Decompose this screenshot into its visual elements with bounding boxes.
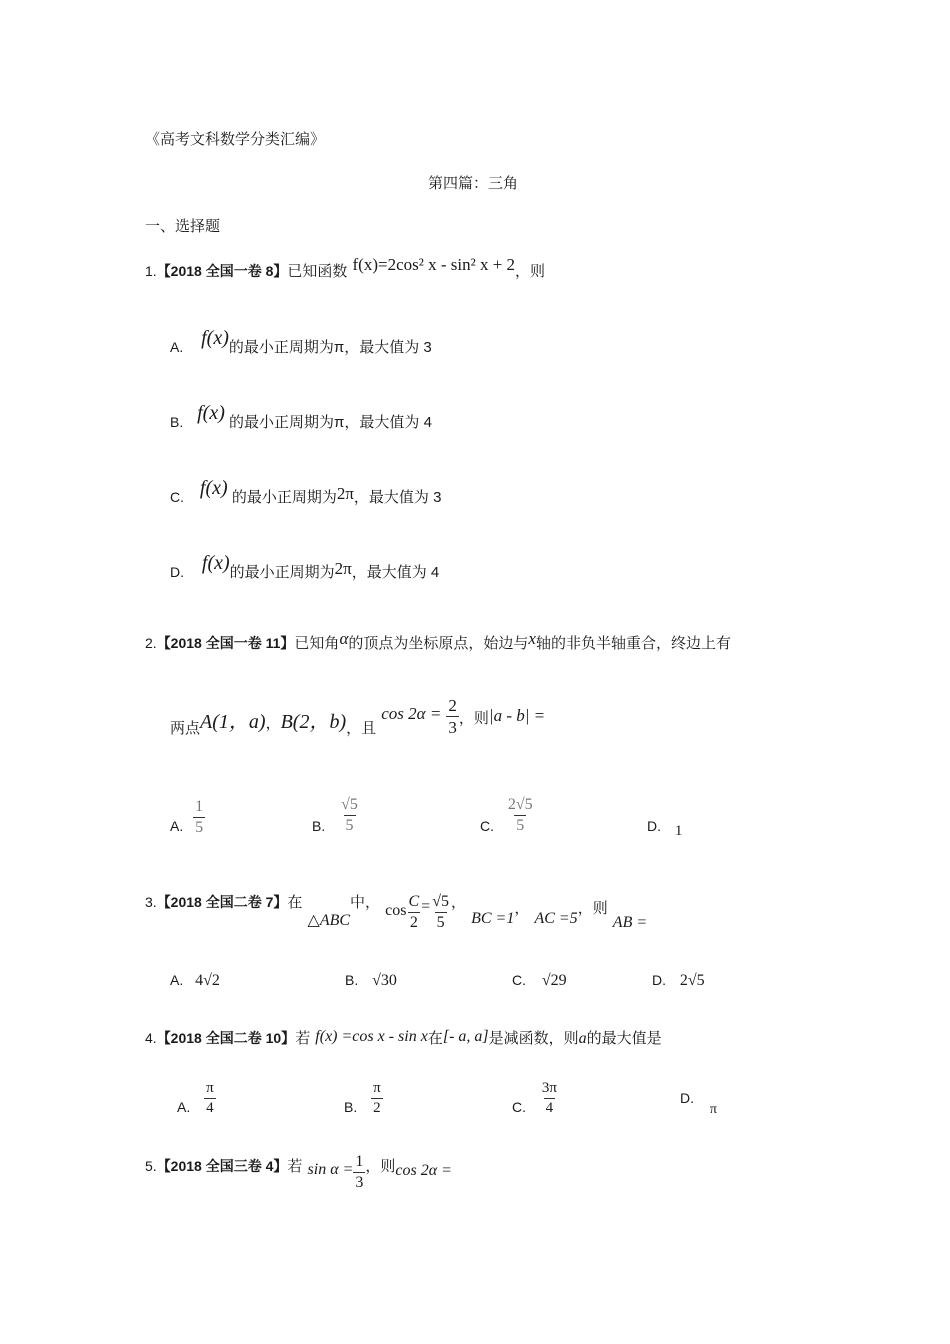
q5-source-tag: 【2018 全国三卷 4】	[156, 1158, 288, 1174]
q2-option-b[interactable]	[312, 795, 360, 836]
q3-option-d-value: 2√5	[679, 972, 705, 989]
q3-cos: cos	[385, 902, 407, 919]
q2-line2-b: ，且	[346, 719, 377, 737]
q4-a: a	[578, 1030, 587, 1047]
q2-fraction	[446, 695, 459, 738]
q4-option-c-num: 3π	[541, 1080, 557, 1096]
q2-option-b-den: 5	[345, 817, 354, 834]
q4-option-c-label: C.	[512, 1099, 526, 1116]
q3-text1: 在	[287, 893, 303, 911]
q4-option-d-value: π	[709, 1102, 717, 1117]
q4-option-c[interactable]	[512, 1079, 559, 1118]
q1-option-c-text: 的最小正周期为	[227, 489, 337, 506]
q4-option-d[interactable]	[680, 1090, 717, 1117]
question-2-line2	[170, 695, 545, 738]
q2-line2-c: ，则	[458, 709, 489, 727]
q1-option-b-text: 的最小正周期为π，最大值为 4	[224, 414, 432, 431]
q3-text2: 中，	[350, 893, 381, 911]
question-4-stem	[145, 1027, 662, 1048]
q5-fraction	[353, 1152, 365, 1193]
q2-alpha: α	[339, 629, 349, 648]
q2-option-a-fraction	[193, 797, 205, 838]
q1-option-c[interactable]	[170, 477, 442, 508]
q4-option-b-den: 2	[373, 1100, 381, 1116]
question-1-stem	[145, 255, 546, 281]
q5-frac-den: 3	[355, 1174, 364, 1191]
q2-option-c-fraction	[506, 795, 535, 836]
q4-text2: 在	[427, 1029, 443, 1047]
q2-option-a[interactable]	[170, 797, 205, 838]
q4-text3: 是减函数，则	[488, 1029, 579, 1047]
q2-sep: ，	[265, 714, 281, 732]
q3-eq: =	[421, 898, 431, 915]
q3-comma-3: ，则	[577, 899, 608, 917]
q2-text1: 已知角	[294, 634, 340, 652]
q2-text2: 的顶点为坐标原点，始边与	[348, 634, 529, 652]
q5-text1: 若	[287, 1157, 303, 1175]
q3-option-b-value: √30	[372, 972, 397, 989]
q5-number: 5.	[145, 1158, 157, 1174]
q3-fraction-2	[430, 892, 451, 933]
q4-option-a-den: 4	[206, 1100, 214, 1116]
q4-source-tag: 【2018 全国二卷 10】	[156, 1030, 296, 1046]
q4-number: 4.	[145, 1030, 157, 1046]
q4-option-d-label: D.	[680, 1090, 694, 1106]
q2-x: x	[528, 629, 536, 648]
q2-point-a: A(1，a)	[200, 711, 266, 733]
q3-option-a-value: 4√2	[195, 972, 220, 989]
q3-source-tag: 【2018 全国二卷 7】	[156, 894, 288, 910]
q4-option-a-label: A.	[177, 1099, 191, 1116]
question-3-stem	[145, 892, 647, 933]
q4-option-b[interactable]	[344, 1079, 383, 1118]
q5-cos-expr: cos 2α =	[395, 1162, 452, 1179]
section-title: 一、选择题	[145, 217, 221, 235]
q1-option-b-label: B.	[170, 414, 184, 430]
q3-frac1-den: 2	[409, 914, 418, 931]
q2-frac-den: 3	[448, 718, 457, 737]
q3-option-d[interactable]	[652, 972, 705, 990]
q2-option-d-value: 1	[674, 823, 683, 839]
book-title: 《高考文科数学分类汇编》	[145, 130, 326, 148]
q2-option-a-num: 1	[195, 798, 204, 815]
q1-option-c-period: 2π	[336, 484, 354, 503]
q1-option-a[interactable]	[170, 327, 432, 358]
q4-interval: [- a, a]	[442, 1028, 489, 1045]
q1-source-tag: 【2018 全国一卷 8】	[156, 263, 288, 279]
q1-option-d-label: D.	[170, 564, 184, 580]
q2-option-d-label: D.	[647, 818, 661, 834]
q1-option-a-label: A.	[170, 339, 184, 355]
q1-text: 已知函数	[287, 262, 348, 280]
q2-option-c-label: C.	[480, 818, 494, 835]
q3-option-a[interactable]	[170, 972, 220, 990]
question-5-stem	[145, 1152, 452, 1193]
q3-bc: BC =1	[471, 910, 515, 927]
q5-text2: ，则	[365, 1157, 396, 1175]
q1-number: 1.	[145, 263, 157, 279]
question-2-stem	[145, 629, 731, 653]
q2-point-b: B(2，b)	[280, 711, 347, 733]
q1-option-d-text: 的最小正周期为	[229, 564, 335, 581]
q3-option-c-label: C.	[512, 972, 526, 988]
q3-comma-2: ，	[514, 899, 530, 917]
q5-frac-num: 1	[355, 1153, 364, 1170]
q2-option-c-num: 2√5	[507, 796, 533, 813]
q2-text3: 轴的非负半轴重合，终边上有	[535, 634, 731, 652]
q2-option-a-den: 5	[195, 819, 204, 836]
q1-option-c-expr: f(x)	[199, 477, 228, 499]
q2-line2-a: 两点	[170, 719, 201, 737]
q4-formula: f(x) =cos x - sin x	[315, 1028, 428, 1045]
q2-option-c-den: 5	[516, 817, 525, 834]
q2-cos-expr: cos 2α =	[381, 704, 442, 723]
q3-triangle: △ABC	[307, 912, 351, 929]
q3-option-c-value: √29	[541, 972, 567, 989]
q4-option-c-fraction	[540, 1079, 559, 1118]
q4-option-b-fraction	[371, 1079, 383, 1118]
q3-option-c[interactable]	[512, 972, 567, 990]
q3-frac1-num: C	[408, 893, 420, 910]
q1-option-d[interactable]	[170, 552, 440, 583]
q4-option-b-num: π	[373, 1080, 381, 1096]
q1-option-a-text: 的最小正周期为π，最大值为 3	[228, 339, 432, 356]
q3-ab: AB =	[612, 914, 648, 931]
q4-option-a-num: π	[206, 1080, 214, 1096]
q3-ac: AC =5	[534, 910, 578, 927]
q1-option-d-period: 2π	[334, 559, 352, 578]
q1-option-d-expr: f(x)	[201, 552, 230, 574]
q5-sin-expr: sin α =	[307, 1161, 354, 1178]
q4-text4: 的最大值是	[586, 1029, 662, 1047]
q2-option-d[interactable]	[647, 818, 683, 839]
q3-number: 3.	[145, 894, 157, 910]
q4-option-a-fraction	[204, 1079, 216, 1118]
q4-option-a[interactable]	[177, 1079, 216, 1118]
q3-comma-1: ，	[450, 893, 466, 911]
q1-option-c-text2: ，最大值为 3	[353, 489, 442, 506]
q2-frac-num: 2	[448, 696, 457, 715]
q3-frac2-den: 5	[436, 914, 445, 931]
q3-frac2-num: √5	[432, 893, 449, 910]
q2-option-a-label: A.	[170, 818, 184, 835]
q2-option-b-fraction	[339, 795, 360, 836]
q2-option-b-num: √5	[341, 796, 358, 813]
q3-option-b[interactable]	[345, 972, 397, 990]
q4-option-b-label: B.	[344, 1099, 358, 1116]
q2-source-tag: 【2018 全国一卷 11】	[156, 635, 295, 651]
q4-text1: 若	[295, 1029, 311, 1047]
q2-abs-expr: |a - b| =	[488, 706, 546, 725]
q1-option-a-expr: f(x)	[201, 327, 229, 349]
q3-fraction-1	[406, 892, 421, 933]
q1-option-c-label: C.	[170, 489, 184, 505]
q1-formula: f(x)=2cos² x - sin² x + 2	[352, 255, 516, 274]
q2-number: 2.	[145, 635, 157, 651]
q3-option-d-label: D.	[652, 972, 666, 988]
chapter-title: 第四篇：三角	[428, 174, 519, 192]
q4-option-c-den: 4	[545, 1100, 554, 1116]
q1-option-b[interactable]	[170, 402, 432, 433]
q1-option-d-text2: ，最大值为 4	[351, 564, 440, 581]
q2-option-c[interactable]	[480, 795, 535, 836]
q1-tail: ，则	[515, 262, 546, 280]
q1-option-b-expr: f(x)	[197, 402, 225, 424]
q3-option-b-label: B.	[345, 972, 359, 988]
q3-option-a-label: A.	[170, 972, 184, 988]
q2-option-b-label: B.	[312, 818, 326, 835]
